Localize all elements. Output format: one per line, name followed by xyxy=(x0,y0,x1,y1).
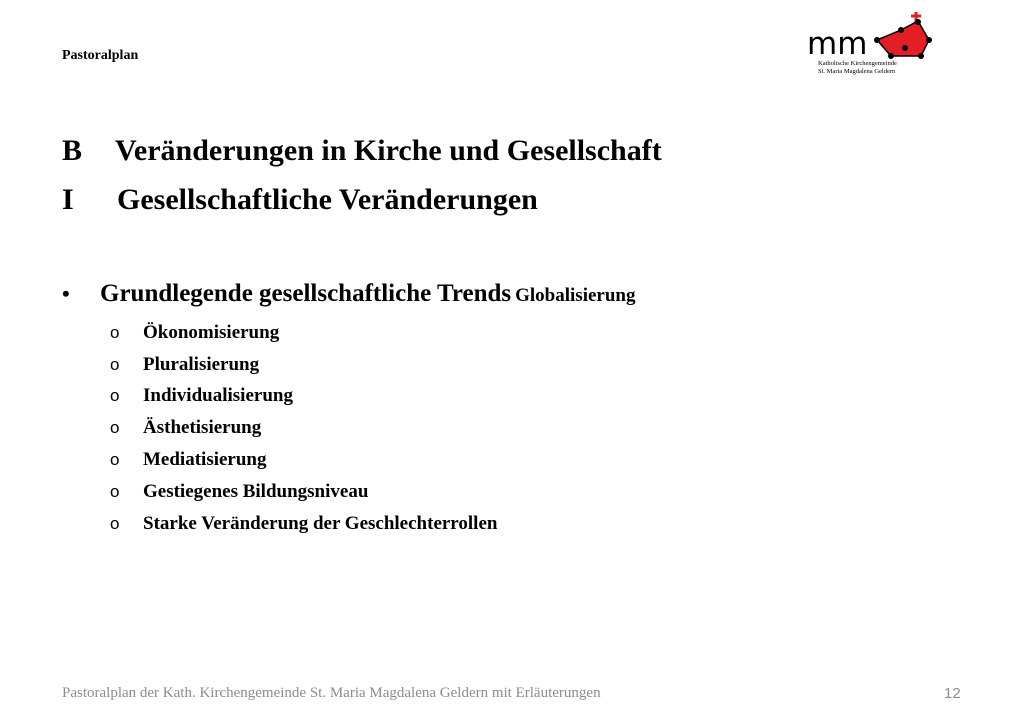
section-title: Veränderungen in Kirche und Gesellschaft xyxy=(115,134,662,167)
list-item-text: Ästhetisierung xyxy=(143,417,262,439)
list-item-text: Ökonomisierung xyxy=(143,321,280,343)
bullet-item-trends xyxy=(62,280,635,308)
bullet-main-text: Grundlegende gesellschaftliche Trends xyxy=(100,280,512,307)
bullet-tail-text: Globalisierung xyxy=(515,285,636,306)
logo-dot xyxy=(926,37,932,43)
logo-graphic xyxy=(805,10,935,60)
sub-marker: o xyxy=(110,513,120,533)
logo-subtitle-line-2: St. Maria Magdalena Geldern xyxy=(818,68,896,75)
list-item xyxy=(110,412,497,444)
logo-dot xyxy=(902,45,908,51)
section-heading-b xyxy=(62,134,662,168)
section-heading-i xyxy=(62,183,538,217)
section-title: Gesellschaftliche Veränderungen xyxy=(117,183,538,216)
list-item xyxy=(110,444,497,476)
logo-dot xyxy=(918,53,924,59)
logo-subtitle-line-1: Katholische Kirchengemeinde xyxy=(818,60,897,67)
logo-church-shape xyxy=(877,21,929,56)
logo-dot xyxy=(888,53,894,59)
sub-marker: o xyxy=(110,386,120,406)
sub-marker: o xyxy=(110,322,120,342)
logo-dot xyxy=(874,37,880,43)
header-label: Pastoralplan xyxy=(62,48,139,63)
sub-marker: o xyxy=(110,450,120,470)
list-item-text: Mediatisierung xyxy=(143,449,267,471)
list-item xyxy=(110,508,497,540)
logo-subtitle xyxy=(818,60,897,76)
footer-text: Pastoralplan der Kath. Kirchengemeinde St. Maria Magdalena Geldern mit Erläuterungen xyxy=(62,685,601,701)
list-item xyxy=(110,476,497,508)
logo-letters: mm xyxy=(807,26,868,60)
section-letter: I xyxy=(62,183,74,216)
page-number: 12 xyxy=(944,685,961,702)
list-item-text: Individualisierung xyxy=(143,385,293,407)
list-item xyxy=(110,317,497,349)
sub-marker: o xyxy=(110,354,120,374)
list-item-text: Starke Veränderung der Geschlechterrollen xyxy=(143,512,498,534)
trend-sublist xyxy=(110,317,497,540)
list-item xyxy=(110,381,497,413)
list-item-text: Pluralisierung xyxy=(143,353,260,375)
bullet-marker: • xyxy=(62,281,70,306)
logo-dot xyxy=(898,27,904,33)
sub-marker: o xyxy=(110,481,120,501)
list-item-text: Gestiegenes Bildungsniveau xyxy=(143,480,369,502)
sub-marker: o xyxy=(110,418,120,438)
list-item xyxy=(110,349,497,381)
logo-dot xyxy=(915,19,921,25)
parish-logo xyxy=(805,10,935,88)
section-letter: B xyxy=(62,134,83,167)
